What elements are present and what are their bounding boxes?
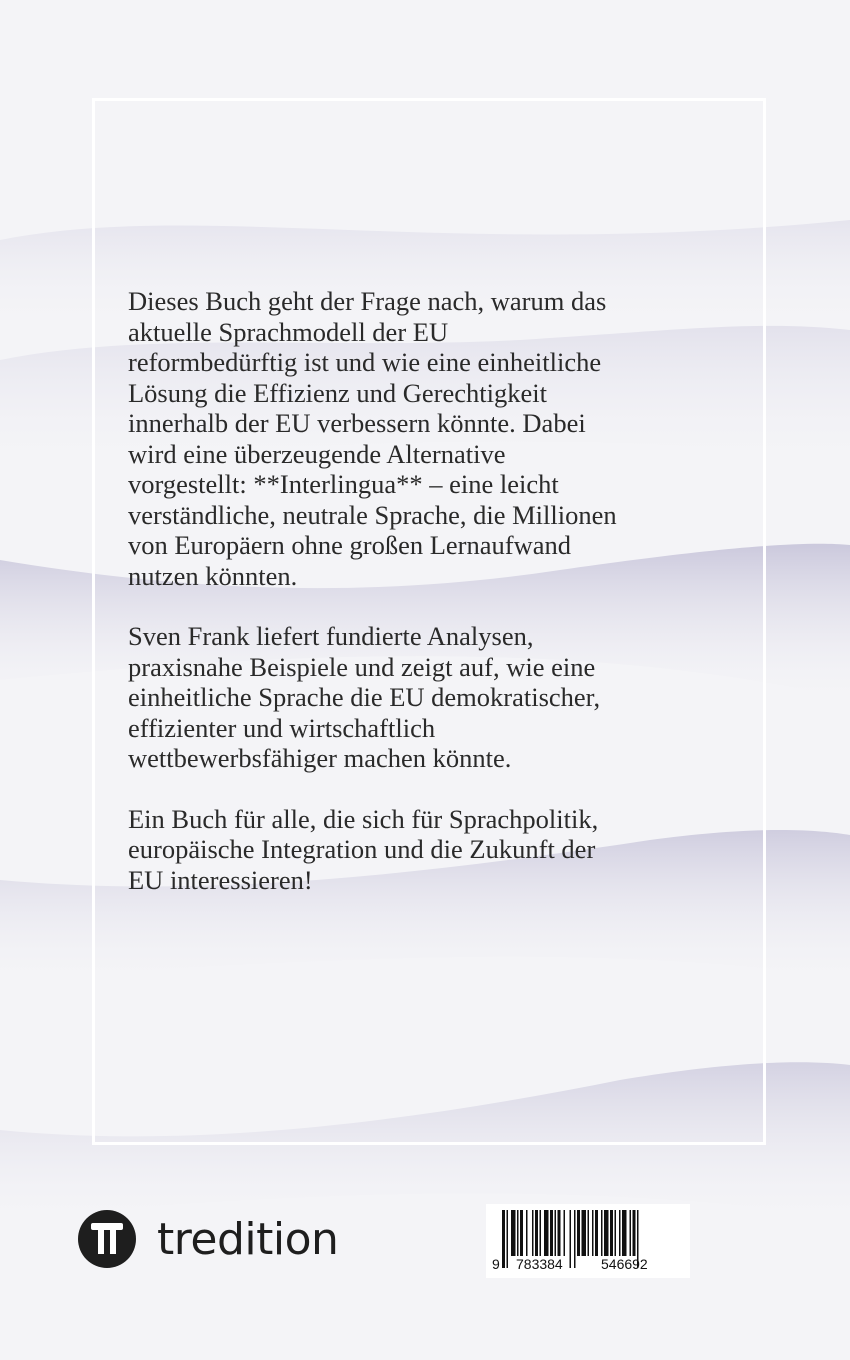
barcode-bar: [633, 1210, 636, 1256]
barcode-digit-lead: 9: [492, 1256, 500, 1272]
barcode-bar: [615, 1210, 617, 1256]
barcode-bar: [595, 1210, 598, 1256]
barcode-bar: [604, 1210, 609, 1256]
blurb-line: von Europäern ohne großen Lernaufwand: [128, 530, 571, 560]
barcode-bar: [520, 1210, 523, 1256]
barcode-bar: [582, 1210, 587, 1256]
blurb-line: innerhalb der EU verbessern könnte. Dabei: [128, 408, 586, 438]
publisher-name: tredition: [157, 1213, 339, 1265]
barcode-digit-group-2: 546692: [601, 1256, 648, 1272]
blurb-line: wird eine überzeugende Alternative: [128, 438, 506, 469]
blurb-line: Sven Frank liefert fundierte Analysen,: [128, 621, 534, 651]
back-cover-blurb: [128, 286, 748, 925]
barcode-bar: [517, 1210, 519, 1256]
isbn-barcode: [486, 1204, 690, 1278]
blurb-line: reformbedürftig ist und wie eine einheitliche: [128, 347, 602, 377]
barcode-digits: [486, 1256, 690, 1274]
blurb-line: Dieses Buch geht der Frage nach, warum das: [128, 286, 607, 316]
blurb-line: aktuelle Sprachmodell der EU: [128, 316, 449, 347]
barcode-bar: [558, 1210, 561, 1256]
barcode-bar: [540, 1210, 542, 1256]
barcode-bar: [555, 1210, 557, 1256]
barcode-bar: [592, 1210, 594, 1256]
blurb-line: vorgestellt: **Interlingua** – eine leicht: [128, 469, 559, 499]
barcode-bar: [535, 1210, 538, 1256]
barcode-bar: [550, 1210, 553, 1256]
blurb-paragraph-1: [128, 286, 748, 591]
blurb-line: europäische Integration und die Zukunft der: [128, 834, 596, 864]
tredition-T-icon: [77, 1209, 137, 1269]
barcode-digit-group-1: 783384: [516, 1256, 563, 1272]
barcode-bar: [601, 1210, 603, 1256]
barcode-bar: [619, 1210, 621, 1256]
blurb-line: praxisnahe Beispiele und zeigt auf, wie eine: [128, 651, 596, 682]
blurb-line: Lösung die Effizienz und Gerechtigkeit: [128, 377, 547, 408]
publisher-logo: [77, 1207, 338, 1271]
blurb-paragraph-2: [128, 621, 748, 774]
barcode-bar: [526, 1210, 528, 1256]
barcode-bar: [622, 1210, 627, 1256]
blurb-line: effizienter und wirtschaftlich: [128, 712, 436, 743]
blurb-paragraph-3: [128, 804, 748, 896]
barcode-bar: [610, 1210, 613, 1256]
blurb-line: verständliche, neutrale Sprache, die Millionen: [128, 499, 617, 530]
barcode-bar: [511, 1210, 516, 1256]
blurb-line: Ein Buch für alle, die sich für Sprachpolitik,: [128, 803, 599, 834]
blurb-line: nutzen könnten.: [128, 560, 298, 591]
barcode-bar: [544, 1210, 549, 1256]
blurb-line: EU interessieren!: [128, 864, 313, 895]
barcode-bar: [532, 1210, 534, 1256]
blurb-line: wettbewerbsfähiger machen könnte.: [128, 743, 512, 773]
blurb-line: einheitliche Sprache die EU demokratischer,: [128, 682, 601, 712]
barcode-bar: [564, 1210, 566, 1256]
barcode-bar: [588, 1210, 590, 1256]
barcode-bar: [630, 1210, 632, 1256]
barcode-bar: [577, 1210, 580, 1256]
